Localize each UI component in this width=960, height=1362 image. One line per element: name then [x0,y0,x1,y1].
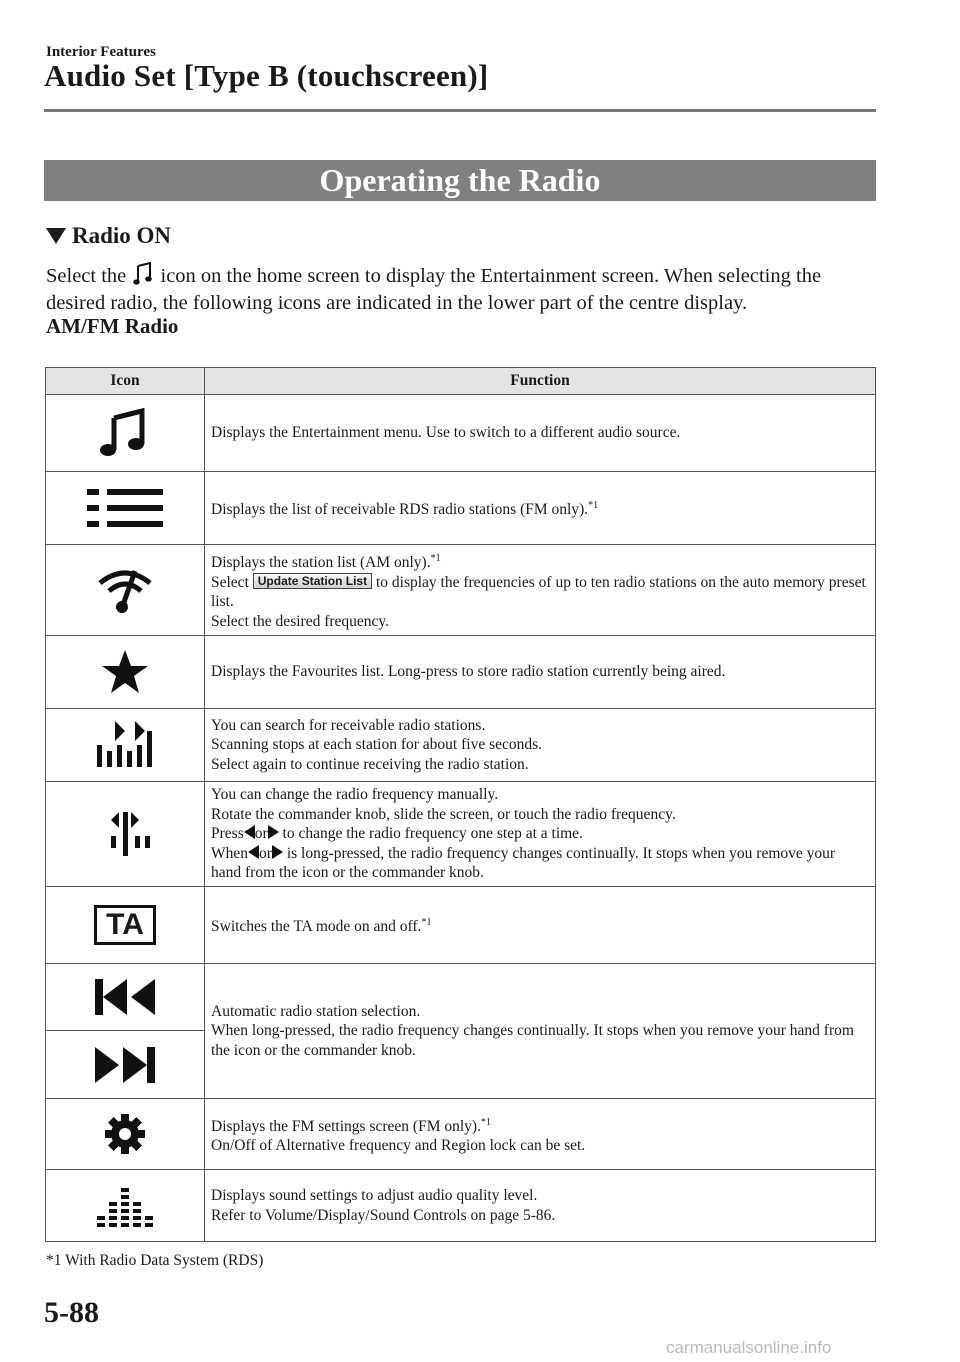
row-text: Displays sound settings to adjust audio quality level. [211,1187,538,1204]
row-text: Press [211,825,244,843]
row-text: When [211,844,249,862]
header-function: Function [205,368,876,395]
table-header-row [46,368,876,395]
row-text: On/Off of Alternative frequency and Region lock can be set. [211,1137,586,1154]
left-arrow-icon [248,845,259,859]
table-row [46,887,876,964]
music-note-icon [46,408,204,458]
row-text: is long-pressed, the radio frequency changes continually. It stops when you remove your hand from the icon or the commander knob. [211,844,836,882]
page-title: Audio Set [Type B (touchscreen)] [44,58,489,93]
row-text: or [254,825,268,843]
footnote-ref: *1 [430,553,441,564]
right-arrow-icon [272,845,283,859]
table-row [46,1099,876,1170]
subsection-heading [46,223,171,249]
row-text: You can search for receivable radio stations. [211,716,486,734]
table-row [46,1170,876,1242]
table-row [46,782,876,887]
row-text: You can change the radio frequency manually. [211,786,499,804]
scan-icon [46,719,204,771]
tune-icon [46,808,204,860]
section-label: Interior Features [46,44,156,60]
row-text: Scanning stops at each station for about five seconds. [211,736,543,754]
am-radio-icon [46,565,204,615]
row-text: Displays the FM settings screen (FM only). [211,1117,481,1135]
right-arrow-icon [268,825,279,839]
table-row [46,709,876,782]
page-number: 5-88 [44,1296,99,1329]
seek-back-icon [93,977,157,1017]
row-text: Select again to continue receiving the radio station. [211,755,529,773]
list-icon [46,486,204,530]
watermark: carmanualsonline.info [666,1338,832,1357]
function-table [45,367,876,1242]
intro-text-start: Select the [46,265,127,287]
star-icon [46,648,204,696]
intro-paragraph [46,262,876,317]
ta-icon-text: TA [106,908,144,941]
table-row [46,545,876,636]
row-text: Displays the Entertainment menu. Use to switch to a different audio source. [211,424,681,442]
row-text: Displays the station list (AM only). [211,554,431,571]
triangle-bullet-icon [46,228,66,244]
row-text: Displays the list of receivable RDS radio stations (FM only). [211,501,589,519]
row-text: Refer to Volume/Display/Sound Controls on page 5-86. [211,1206,556,1224]
gear-icon [46,1112,204,1156]
row-text: When long-pressed, the radio frequency changes continually. It stops when you remove your hand from the icon or the commander knob. [211,1022,854,1059]
equalizer-icon [46,1181,204,1231]
table-row [46,472,876,545]
row-text: Select [211,573,249,591]
header-icon: Icon [46,368,205,395]
row-text: Select the desired frequency. [211,612,390,630]
intro-text-rest: icon on the home screen to display the Entertainment screen. When selecting the desired radio, the following icons are indicated in the lower part of the centre display. [46,265,822,314]
footnote-ref: *1 [480,1116,491,1128]
am-fm-subheading: AM/FM Radio [46,314,179,338]
table-row [46,395,876,472]
footnote-ref: *1 [421,917,432,929]
row-text: Displays the Favourites list. Long-press to store radio station currently being aired. [211,663,726,681]
footnote-ref: *1 [588,500,599,512]
row-text: Rotate the commander knob, slide the screen, or touch the radio frequency. [211,805,676,823]
music-note-icon [133,262,153,286]
row-text: Switches the TA mode on and off. [211,918,422,936]
left-arrow-icon [244,825,255,839]
table-row [46,636,876,709]
seek-forward-icon [93,1045,157,1085]
footnote: *1 With Radio Data System (RDS) [46,1252,264,1269]
row-text: or [259,844,272,862]
table-row [46,964,876,1099]
header-divider [44,109,876,112]
row-text: to display the frequencies of up to ten radio stations on the auto memory preset list. [211,573,866,610]
row-text: to change the radio frequency one step at a time. [282,825,583,843]
update-station-list-button: Update Station List [253,573,372,589]
subsection-title: Radio ON [72,223,172,248]
ta-icon [94,905,156,945]
row-text: Automatic radio station selection. [211,1002,421,1020]
section-banner: Operating the Radio [44,160,876,201]
